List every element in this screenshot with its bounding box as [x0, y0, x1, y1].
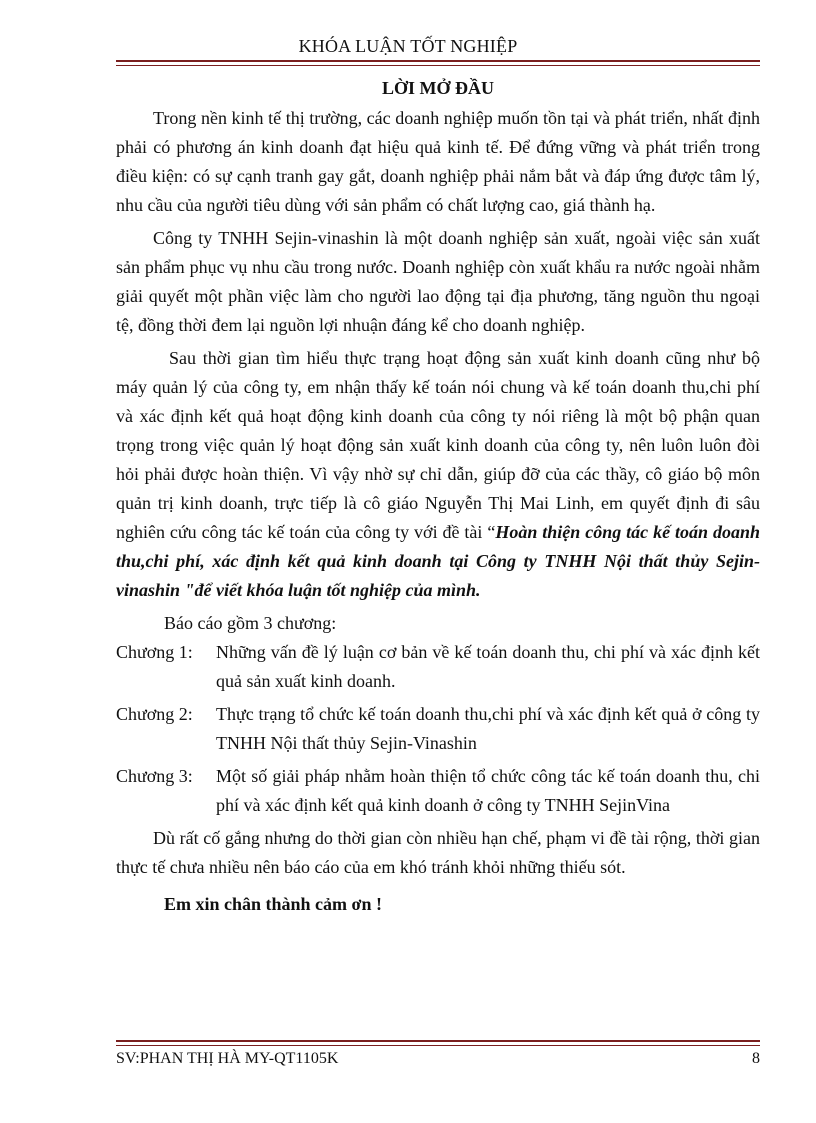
page-header: KHÓA LUẬN TỐT NGHIỆP [298, 36, 518, 56]
thesis-topic: Hoàn thiện công tác kế toán doanh thu,chi phí, xác định kết quả kinh doanh tại Công ty TNHH Nội thất thủy Sejin-vinashin "để viết khóa luận tốt nghiệp của mình. [116, 522, 760, 600]
chapter-item-3 [116, 762, 760, 820]
section-title: LỜI MỞ ĐẦU [382, 78, 494, 98]
chapter-label: Chương 1: [116, 642, 193, 662]
footer-rule [116, 1040, 760, 1046]
chapter-item-2 [116, 700, 760, 758]
page-number: 8 [752, 1050, 760, 1067]
header-rule [116, 60, 760, 66]
chapter-description: Một số giải pháp nhằm hoàn thiện tổ chức công tác kế toán doanh thu, chi phí và xác định kết quả kinh doanh ở công ty TNHH SejinVina [216, 766, 760, 815]
paragraph-3 [116, 344, 760, 605]
chapter-description: Thực trạng tổ chức kế toán doanh thu,chi phí và xác định kết quả ở công ty TNHH Nội thất thủy Sejin-Vinashin [216, 704, 760, 753]
report-intro: Báo cáo gồm 3 chương: [164, 613, 337, 633]
paragraph-2: Công ty TNHH Sejin-vinashin là một doanh nghiệp sản xuất, ngoài việc sản xuất sản phẩm phục vụ nhu cầu trong nước. Doanh nghiệp còn xuất khẩu ra nước ngoài nhằm giải quyết một phần việc làm cho người lao động tại địa phương, tăng nguồn thu ngoại tệ, đồng thời đem lại nguồn lợi nhuận đáng kể cho doanh nghiệp. [116, 228, 760, 335]
paragraph-3-text: Sau thời gian tìm hiểu thực trạng hoạt động sản xuất kinh doanh cũng như bộ máy quản lý của công ty, em nhận thấy kế toán nói chung và kế toán doanh thu,chi phí và xác định kết quả hoạt động kinh doanh của công ty nói riêng là một bộ phận quan trọng trong việc quản lý hoạt động sản xuất kinh doanh của công ty, nên luôn luôn đòi hỏi phải được hoàn thiện. Vì vậy nhờ sự chỉ dẫn, giúp đỡ của các thầy, cô giáo bộ môn quản trị kinh doanh, trực tiếp là cô giáo Nguyễn Thị Mai Linh, em quyết định đi sâu nghiên cứu công tác kế toán của công ty với đề tài “ [116, 348, 760, 542]
closing-thanks: Em xin chân thành cảm ơn ! [164, 894, 383, 914]
chapter-label: Chương 2: [116, 704, 193, 724]
chapter-description: Những vấn đề lý luận cơ bản về kế toán doanh thu, chi phí và xác định kết quả sản xuất kinh doanh. [216, 642, 760, 691]
chapter-item-1 [116, 638, 760, 696]
footer-student: SV:PHAN THỊ HÀ MY-QT1105K [116, 1050, 339, 1067]
paragraph-final: Dù rất cố gắng nhưng do thời gian còn nhiều hạn chế, phạm vi đề tài rộng, thời gian thực tế chưa nhiều nên báo cáo của em khó tránh khỏi những thiếu sót. [116, 828, 760, 877]
paragraph-1: Trong nền kinh tế thị trường, các doanh nghiệp muốn tồn tại và phát triển, nhất định phải có phương án kinh doanh đạt hiệu quả kinh tế. Để đứng vững và phát triển trong điều kiện: có sự cạnh tranh gay gắt, doanh nghiệp phải nắm bắt và đáp ứng được tâm lý, nhu cầu của người tiêu dùng với sản phẩm có chất lượng cao, giá thành hạ. [116, 108, 760, 215]
document-body [116, 74, 760, 919]
chapter-label: Chương 3: [116, 766, 193, 786]
